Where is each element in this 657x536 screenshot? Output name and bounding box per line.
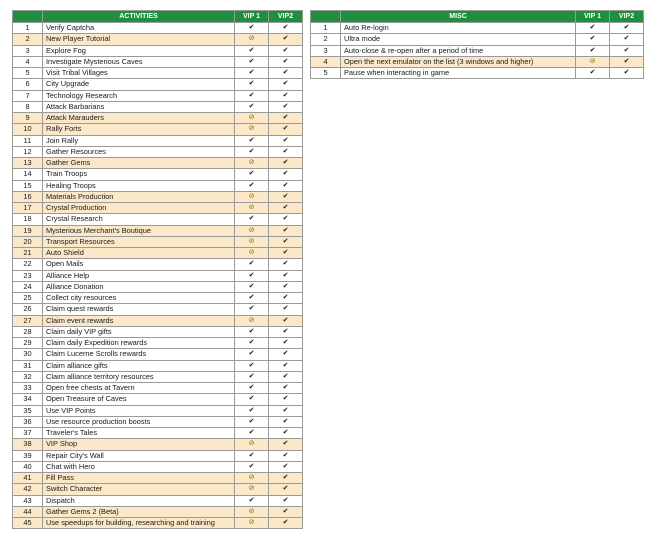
vip1-mark: ✔ [235, 360, 269, 371]
row-number: 18 [13, 214, 43, 225]
vip1-mark: ✔ [576, 23, 610, 34]
vip1-mark: ✔ [235, 214, 269, 225]
row-label: Crystal Production [43, 203, 235, 214]
row-label: Rally Forts [43, 124, 235, 135]
table-row [13, 56, 303, 67]
row-number: 43 [13, 495, 43, 506]
vip1-mark: ✔ [576, 45, 610, 56]
table-row [13, 439, 303, 450]
row-label: Ultra mode [341, 34, 576, 45]
activities-header-row [13, 11, 303, 23]
vip2-mark: ✔ [269, 203, 303, 214]
row-label: Train Troops [43, 169, 235, 180]
row-label: Attack Marauders [43, 113, 235, 124]
row-number: 6 [13, 79, 43, 90]
vip2-mark: ✔ [269, 484, 303, 495]
vip1-mark: ✔ [235, 416, 269, 427]
vip1-mark: ⊘ [235, 236, 269, 247]
vip2-mark: ✔ [269, 191, 303, 202]
row-label: Fill Pass [43, 473, 235, 484]
row-number: 16 [13, 191, 43, 202]
vip2-mark: ✔ [269, 236, 303, 247]
table-row [311, 56, 644, 67]
row-label: Investigate Mysterious Caves [43, 56, 235, 67]
vip1-mark: ✔ [235, 169, 269, 180]
vip1-mark: ✔ [576, 68, 610, 79]
vip2-mark: ✔ [269, 461, 303, 472]
row-label: Claim alliance territory resources [43, 371, 235, 382]
row-number: 4 [311, 56, 341, 67]
table-row [13, 326, 303, 337]
vip1-mark: ✔ [235, 135, 269, 146]
vip2-mark: ✔ [610, 23, 644, 34]
row-label: Chat with Hero [43, 461, 235, 472]
row-label: VIP Shop [43, 439, 235, 450]
row-number: 12 [13, 146, 43, 157]
vip2-mark: ✔ [269, 214, 303, 225]
row-number: 28 [13, 326, 43, 337]
vip2-mark: ✔ [269, 135, 303, 146]
vip1-mark: ✔ [235, 180, 269, 191]
vip1-mark: ✔ [235, 23, 269, 34]
table-row [13, 360, 303, 371]
vip2-mark: ✔ [269, 79, 303, 90]
vip2-mark: ✔ [269, 428, 303, 439]
table-row [13, 180, 303, 191]
row-number: 23 [13, 270, 43, 281]
vip2-mark: ✔ [269, 180, 303, 191]
row-label: Alliance Help [43, 270, 235, 281]
vip2-mark: ✔ [269, 169, 303, 180]
table-row [13, 473, 303, 484]
row-number: 41 [13, 473, 43, 484]
vip1-mark: ✔ [235, 146, 269, 157]
table-row [13, 135, 303, 146]
misc-header-row [311, 11, 644, 23]
table-row [13, 45, 303, 56]
row-label: Gather Gems 2 (Beta) [43, 506, 235, 517]
vip2-mark: ✔ [269, 281, 303, 292]
vip2-mark: ✔ [269, 259, 303, 270]
vip1-mark: ✔ [235, 495, 269, 506]
row-label: Repair City's Wall [43, 450, 235, 461]
table-row [13, 270, 303, 281]
row-number: 33 [13, 383, 43, 394]
row-label: Verify Captcha [43, 23, 235, 34]
header-vip1: VIP 1 [235, 11, 269, 23]
row-label: Claim daily VIP gifts [43, 326, 235, 337]
row-number: 36 [13, 416, 43, 427]
table-row [13, 113, 303, 124]
header-activities: ACTIVITIES [43, 11, 235, 23]
table-row [13, 146, 303, 157]
vip2-mark: ✔ [610, 56, 644, 67]
row-number: 2 [13, 34, 43, 45]
header-num [13, 11, 43, 23]
vip1-mark: ✔ [235, 45, 269, 56]
vip1-mark: ✔ [576, 34, 610, 45]
table-row [13, 23, 303, 34]
vip2-mark: ✔ [269, 34, 303, 45]
table-row [13, 518, 303, 529]
vip2-mark: ✔ [610, 34, 644, 45]
vip1-mark: ✔ [235, 405, 269, 416]
row-label: Claim event rewards [43, 315, 235, 326]
vip1-mark: ✔ [235, 326, 269, 337]
table-row [13, 79, 303, 90]
row-number: 9 [13, 113, 43, 124]
table-row [13, 191, 303, 202]
vip2-mark: ✔ [269, 439, 303, 450]
vip1-mark: ⊘ [235, 113, 269, 124]
row-label: Claim quest rewards [43, 304, 235, 315]
table-row [13, 248, 303, 259]
row-label: Materials Production [43, 191, 235, 202]
vip1-mark: ✔ [235, 394, 269, 405]
vip1-mark: ⊘ [235, 203, 269, 214]
row-number: 29 [13, 338, 43, 349]
vip2-mark: ✔ [610, 68, 644, 79]
table-row [311, 34, 644, 45]
vip1-mark: ✔ [235, 304, 269, 315]
vip2-mark: ✔ [269, 101, 303, 112]
vip2-mark: ✔ [269, 248, 303, 259]
row-number: 34 [13, 394, 43, 405]
vip2-mark: ✔ [269, 113, 303, 124]
vip1-mark: ✔ [235, 349, 269, 360]
vip1-mark: ✔ [235, 371, 269, 382]
table-row [13, 101, 303, 112]
row-number: 22 [13, 259, 43, 270]
vip1-mark: ✔ [235, 450, 269, 461]
row-label: Gather Resources [43, 146, 235, 157]
table-row [13, 203, 303, 214]
table-row [13, 259, 303, 270]
table-row [13, 236, 303, 247]
row-number: 39 [13, 450, 43, 461]
row-number: 3 [311, 45, 341, 56]
vip2-mark: ✔ [269, 326, 303, 337]
table-row [13, 68, 303, 79]
header-vip2: VIP2 [610, 11, 644, 23]
vip2-mark: ✔ [269, 371, 303, 382]
row-number: 5 [311, 68, 341, 79]
row-number: 42 [13, 484, 43, 495]
row-number: 38 [13, 439, 43, 450]
vip2-mark: ✔ [269, 518, 303, 529]
row-label: New Player Tutorial [43, 34, 235, 45]
vip2-mark: ✔ [269, 56, 303, 67]
row-number: 1 [13, 23, 43, 34]
vip2-mark: ✔ [269, 450, 303, 461]
vip2-mark: ✔ [269, 23, 303, 34]
row-number: 24 [13, 281, 43, 292]
vip1-mark: ✔ [235, 68, 269, 79]
vip1-mark: ⊘ [235, 518, 269, 529]
row-label: Open the next emulator on the list (3 windows and higher) [341, 56, 576, 67]
vip2-mark: ✔ [269, 394, 303, 405]
row-number: 13 [13, 158, 43, 169]
row-label: Dispatch [43, 495, 235, 506]
vip1-mark: ✔ [235, 90, 269, 101]
table-row [13, 349, 303, 360]
row-label: Use speedups for building, researching and training [43, 518, 235, 529]
row-number: 27 [13, 315, 43, 326]
table-row [13, 214, 303, 225]
table-row [13, 304, 303, 315]
table-row [13, 371, 303, 382]
vip2-mark: ✔ [269, 383, 303, 394]
row-number: 37 [13, 428, 43, 439]
vip2-mark: ✔ [269, 45, 303, 56]
row-label: Pause when interacting in game [341, 68, 576, 79]
row-label: Claim alliance gifts [43, 360, 235, 371]
vip1-mark: ✔ [235, 56, 269, 67]
vip2-mark: ✔ [269, 338, 303, 349]
vip1-mark: ⊘ [235, 34, 269, 45]
vip2-mark: ✔ [269, 304, 303, 315]
row-label: Use VIP Points [43, 405, 235, 416]
row-label: Attack Barbarians [43, 101, 235, 112]
header-num [311, 11, 341, 23]
table-row [13, 450, 303, 461]
table-row [13, 158, 303, 169]
row-number: 25 [13, 293, 43, 304]
vip2-mark: ✔ [269, 293, 303, 304]
vip2-mark: ✔ [269, 416, 303, 427]
row-number: 10 [13, 124, 43, 135]
table-row [311, 68, 644, 79]
row-label: Crystal Research [43, 214, 235, 225]
row-label: Claim Lucerne Scrolls rewards [43, 349, 235, 360]
row-label: Join Rally [43, 135, 235, 146]
vip2-mark: ✔ [269, 225, 303, 236]
vip1-mark: ⊘ [235, 473, 269, 484]
vip1-mark: ✔ [235, 383, 269, 394]
vip1-mark: ✔ [235, 461, 269, 472]
table-row [13, 225, 303, 236]
row-number: 5 [13, 68, 43, 79]
table-row [311, 23, 644, 34]
table-row [13, 405, 303, 416]
vip2-mark: ✔ [269, 506, 303, 517]
row-label: Use resource production boosts [43, 416, 235, 427]
vip1-mark: ⊘ [235, 158, 269, 169]
vip1-mark: ⊘ [235, 124, 269, 135]
row-number: 11 [13, 135, 43, 146]
vip1-mark: ⊘ [235, 439, 269, 450]
row-number: 32 [13, 371, 43, 382]
vip1-mark: ✔ [235, 281, 269, 292]
vip1-mark: ✔ [235, 293, 269, 304]
table-row [311, 45, 644, 56]
vip1-mark: ⊘ [235, 248, 269, 259]
table-row [13, 34, 303, 45]
table-row [13, 293, 303, 304]
row-label: Auto Shield [43, 248, 235, 259]
vip2-mark: ✔ [269, 349, 303, 360]
table-row [13, 383, 303, 394]
row-number: 26 [13, 304, 43, 315]
row-number: 20 [13, 236, 43, 247]
vip2-mark: ✔ [269, 405, 303, 416]
header-vip2: VIP2 [269, 11, 303, 23]
row-number: 17 [13, 203, 43, 214]
vip1-mark: ✔ [235, 79, 269, 90]
vip2-mark: ✔ [269, 473, 303, 484]
vip1-mark: ⊘ [235, 225, 269, 236]
table-row [13, 90, 303, 101]
row-number: 19 [13, 225, 43, 236]
vip2-mark: ✔ [269, 124, 303, 135]
row-number: 2 [311, 34, 341, 45]
vip1-mark: ✔ [235, 101, 269, 112]
row-label: Traveler's Tales [43, 428, 235, 439]
row-label: Mysterious Merchant's Boutique [43, 225, 235, 236]
row-label: Open Treasure of Caves [43, 394, 235, 405]
row-number: 21 [13, 248, 43, 259]
row-number: 7 [13, 90, 43, 101]
table-row [13, 281, 303, 292]
table-row [13, 169, 303, 180]
row-label: Switch Character [43, 484, 235, 495]
row-label: Open Mails [43, 259, 235, 270]
row-label: Technology Research [43, 90, 235, 101]
row-number: 45 [13, 518, 43, 529]
row-label: City Upgrade [43, 79, 235, 90]
row-number: 30 [13, 349, 43, 360]
row-label: Collect city resources [43, 293, 235, 304]
vip1-mark: ⊘ [235, 315, 269, 326]
row-label: Auto Re-login [341, 23, 576, 34]
table-row [13, 124, 303, 135]
table-row [13, 338, 303, 349]
vip2-mark: ✔ [269, 146, 303, 157]
vip1-mark: ✔ [235, 338, 269, 349]
row-number: 44 [13, 506, 43, 517]
vip2-mark: ✔ [610, 45, 644, 56]
activities-table [12, 10, 303, 529]
vip1-mark: ⊘ [235, 484, 269, 495]
misc-table [310, 10, 644, 79]
table-row [13, 394, 303, 405]
table-row [13, 484, 303, 495]
row-label: Gather Gems [43, 158, 235, 169]
row-number: 14 [13, 169, 43, 180]
vip1-mark: ⊘ [235, 506, 269, 517]
vip1-mark: ✔ [235, 259, 269, 270]
row-label: Transport Resources [43, 236, 235, 247]
vip1-mark: ⊘ [235, 191, 269, 202]
vip2-mark: ✔ [269, 90, 303, 101]
vip1-mark: ✔ [235, 428, 269, 439]
table-row [13, 461, 303, 472]
row-label: Explore Fog [43, 45, 235, 56]
row-number: 1 [311, 23, 341, 34]
table-row [13, 315, 303, 326]
row-label: Visit Tribal Villages [43, 68, 235, 79]
row-number: 8 [13, 101, 43, 112]
row-label: Alliance Donation [43, 281, 235, 292]
table-row [13, 506, 303, 517]
row-number: 15 [13, 180, 43, 191]
vip1-mark: ✔ [235, 270, 269, 281]
row-label: Healing Troops [43, 180, 235, 191]
vip1-mark: ⊘ [576, 56, 610, 67]
vip2-mark: ✔ [269, 68, 303, 79]
row-number: 40 [13, 461, 43, 472]
vip2-mark: ✔ [269, 315, 303, 326]
vip2-mark: ✔ [269, 360, 303, 371]
vip2-mark: ✔ [269, 495, 303, 506]
vip2-mark: ✔ [269, 158, 303, 169]
vip2-mark: ✔ [269, 270, 303, 281]
header-vip1: VIP 1 [576, 11, 610, 23]
table-row [13, 416, 303, 427]
table-row [13, 428, 303, 439]
header-misc: MISC [341, 11, 576, 23]
row-number: 35 [13, 405, 43, 416]
row-number: 4 [13, 56, 43, 67]
table-row [13, 495, 303, 506]
row-label: Open free chests at Tavern [43, 383, 235, 394]
row-label: Auto-close & re-open after a period of time [341, 45, 576, 56]
row-label: Claim daily Expedition rewards [43, 338, 235, 349]
row-number: 3 [13, 45, 43, 56]
row-number: 31 [13, 360, 43, 371]
